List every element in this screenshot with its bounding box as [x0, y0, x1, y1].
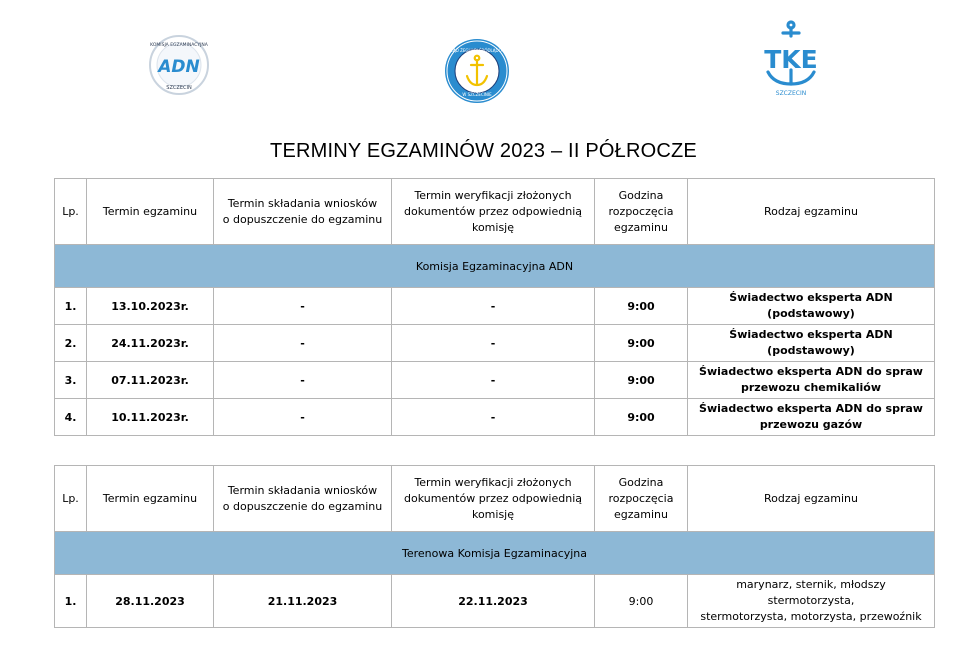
header-lp: Lp.: [55, 179, 87, 245]
table-header-row: [55, 179, 935, 245]
cell-application-deadline: -: [214, 399, 392, 436]
section-row: [55, 245, 935, 288]
adn-logo-top-text: KOMISJA EGZAMINACYJNA: [150, 43, 208, 48]
cell-exam-date: 10.11.2023r.: [87, 399, 214, 436]
cell-start-time: 9:00: [595, 399, 688, 436]
emblem-bottom-text: W SZCZECINIE: [462, 92, 492, 97]
header-application-deadline: Termin składania wniosków o dopuszczenie do egzaminu: [214, 466, 392, 532]
table-header-row: [55, 466, 935, 532]
tke-logo-bottom-text: SZCZECIN: [775, 90, 807, 97]
inland-navigation-office-emblem: [444, 38, 510, 104]
exam-schedule-table-adn: [54, 178, 935, 436]
adn-logo: [148, 34, 210, 96]
cell-verification-deadline: -: [392, 399, 595, 436]
cell-lp: 2.: [55, 325, 87, 362]
cell-start-time: 9:00: [595, 288, 688, 325]
table-row: [55, 325, 935, 362]
cell-lp: 3.: [55, 362, 87, 399]
cell-application-deadline: -: [214, 325, 392, 362]
cell-exam-date: 24.11.2023r.: [87, 325, 214, 362]
tke-logo: [756, 20, 826, 98]
cell-exam-type: Świadectwo eksperta ADN do spraw przewozu gazów: [688, 399, 935, 436]
section-title: Komisja Egzaminacyjna ADN: [55, 245, 935, 288]
cell-exam-date: 07.11.2023r.: [87, 362, 214, 399]
table-row: [55, 575, 935, 628]
tke-logo-main-text: TKE: [764, 45, 818, 74]
cell-verification-deadline: -: [392, 325, 595, 362]
header-verification-deadline: Termin weryfikacji złożonych dokumentów przez odpowiednią komisję: [392, 466, 595, 532]
header-exam-date: Termin egzaminu: [87, 179, 214, 245]
header-start-time: Godzina rozpoczęcia egzaminu: [595, 179, 688, 245]
cell-exam-type: marynarz, sternik, młodszy stermotorzysta, stermotorzysta, motorzysta, przewoźnik: [688, 575, 935, 628]
header-start-time: Godzina rozpoczęcia egzaminu: [595, 466, 688, 532]
header-exam-type: Rodzaj egzaminu: [688, 179, 935, 245]
cell-exam-type: Świadectwo eksperta ADN (podstawowy): [688, 325, 935, 362]
header-verification-deadline: Termin weryfikacji złożonych dokumentów przez odpowiednią komisję: [392, 179, 595, 245]
section-row: [55, 532, 935, 575]
cell-verification-deadline: -: [392, 362, 595, 399]
exam-schedule-table-terenowa: [54, 465, 935, 628]
cell-start-time: 9:00: [595, 325, 688, 362]
cell-application-deadline: -: [214, 288, 392, 325]
cell-application-deadline: 21.11.2023: [214, 575, 392, 628]
page-title: TERMINY EGZAMINÓW 2023 – II PÓŁROCZE: [270, 140, 697, 162]
header-exam-date: Termin egzaminu: [87, 466, 214, 532]
table-row: [55, 288, 935, 325]
anchor-icon: [783, 22, 799, 36]
header-lp: Lp.: [55, 466, 87, 532]
cell-verification-deadline: -: [392, 288, 595, 325]
adn-logo-main-text: ADN: [158, 57, 200, 77]
cell-exam-date: 28.11.2023: [87, 575, 214, 628]
cell-lp: 4.: [55, 399, 87, 436]
header-exam-type: Rodzaj egzaminu: [688, 466, 935, 532]
table-row: [55, 399, 935, 436]
adn-logo-bottom-text: SZCZECIN: [166, 85, 192, 91]
table-row: [55, 362, 935, 399]
emblem-top-text: URZĄD ŻEGLUGI ŚRÓDLĄDOWEJ: [444, 48, 510, 53]
cell-start-time: 9:00: [595, 362, 688, 399]
cell-exam-type: Świadectwo eksperta ADN (podstawowy): [688, 288, 935, 325]
cell-application-deadline: -: [214, 362, 392, 399]
cell-exam-type: Świadectwo eksperta ADN do spraw przewozu chemikaliów: [688, 362, 935, 399]
cell-verification-deadline: 22.11.2023: [392, 575, 595, 628]
cell-exam-date: 13.10.2023r.: [87, 288, 214, 325]
header-application-deadline: Termin składania wniosków o dopuszczenie do egzaminu: [214, 179, 392, 245]
section-title: Terenowa Komisja Egzaminacyjna: [55, 532, 935, 575]
cell-lp: 1.: [55, 575, 87, 628]
cell-start-time: 9:00: [595, 575, 688, 628]
cell-lp: 1.: [55, 288, 87, 325]
